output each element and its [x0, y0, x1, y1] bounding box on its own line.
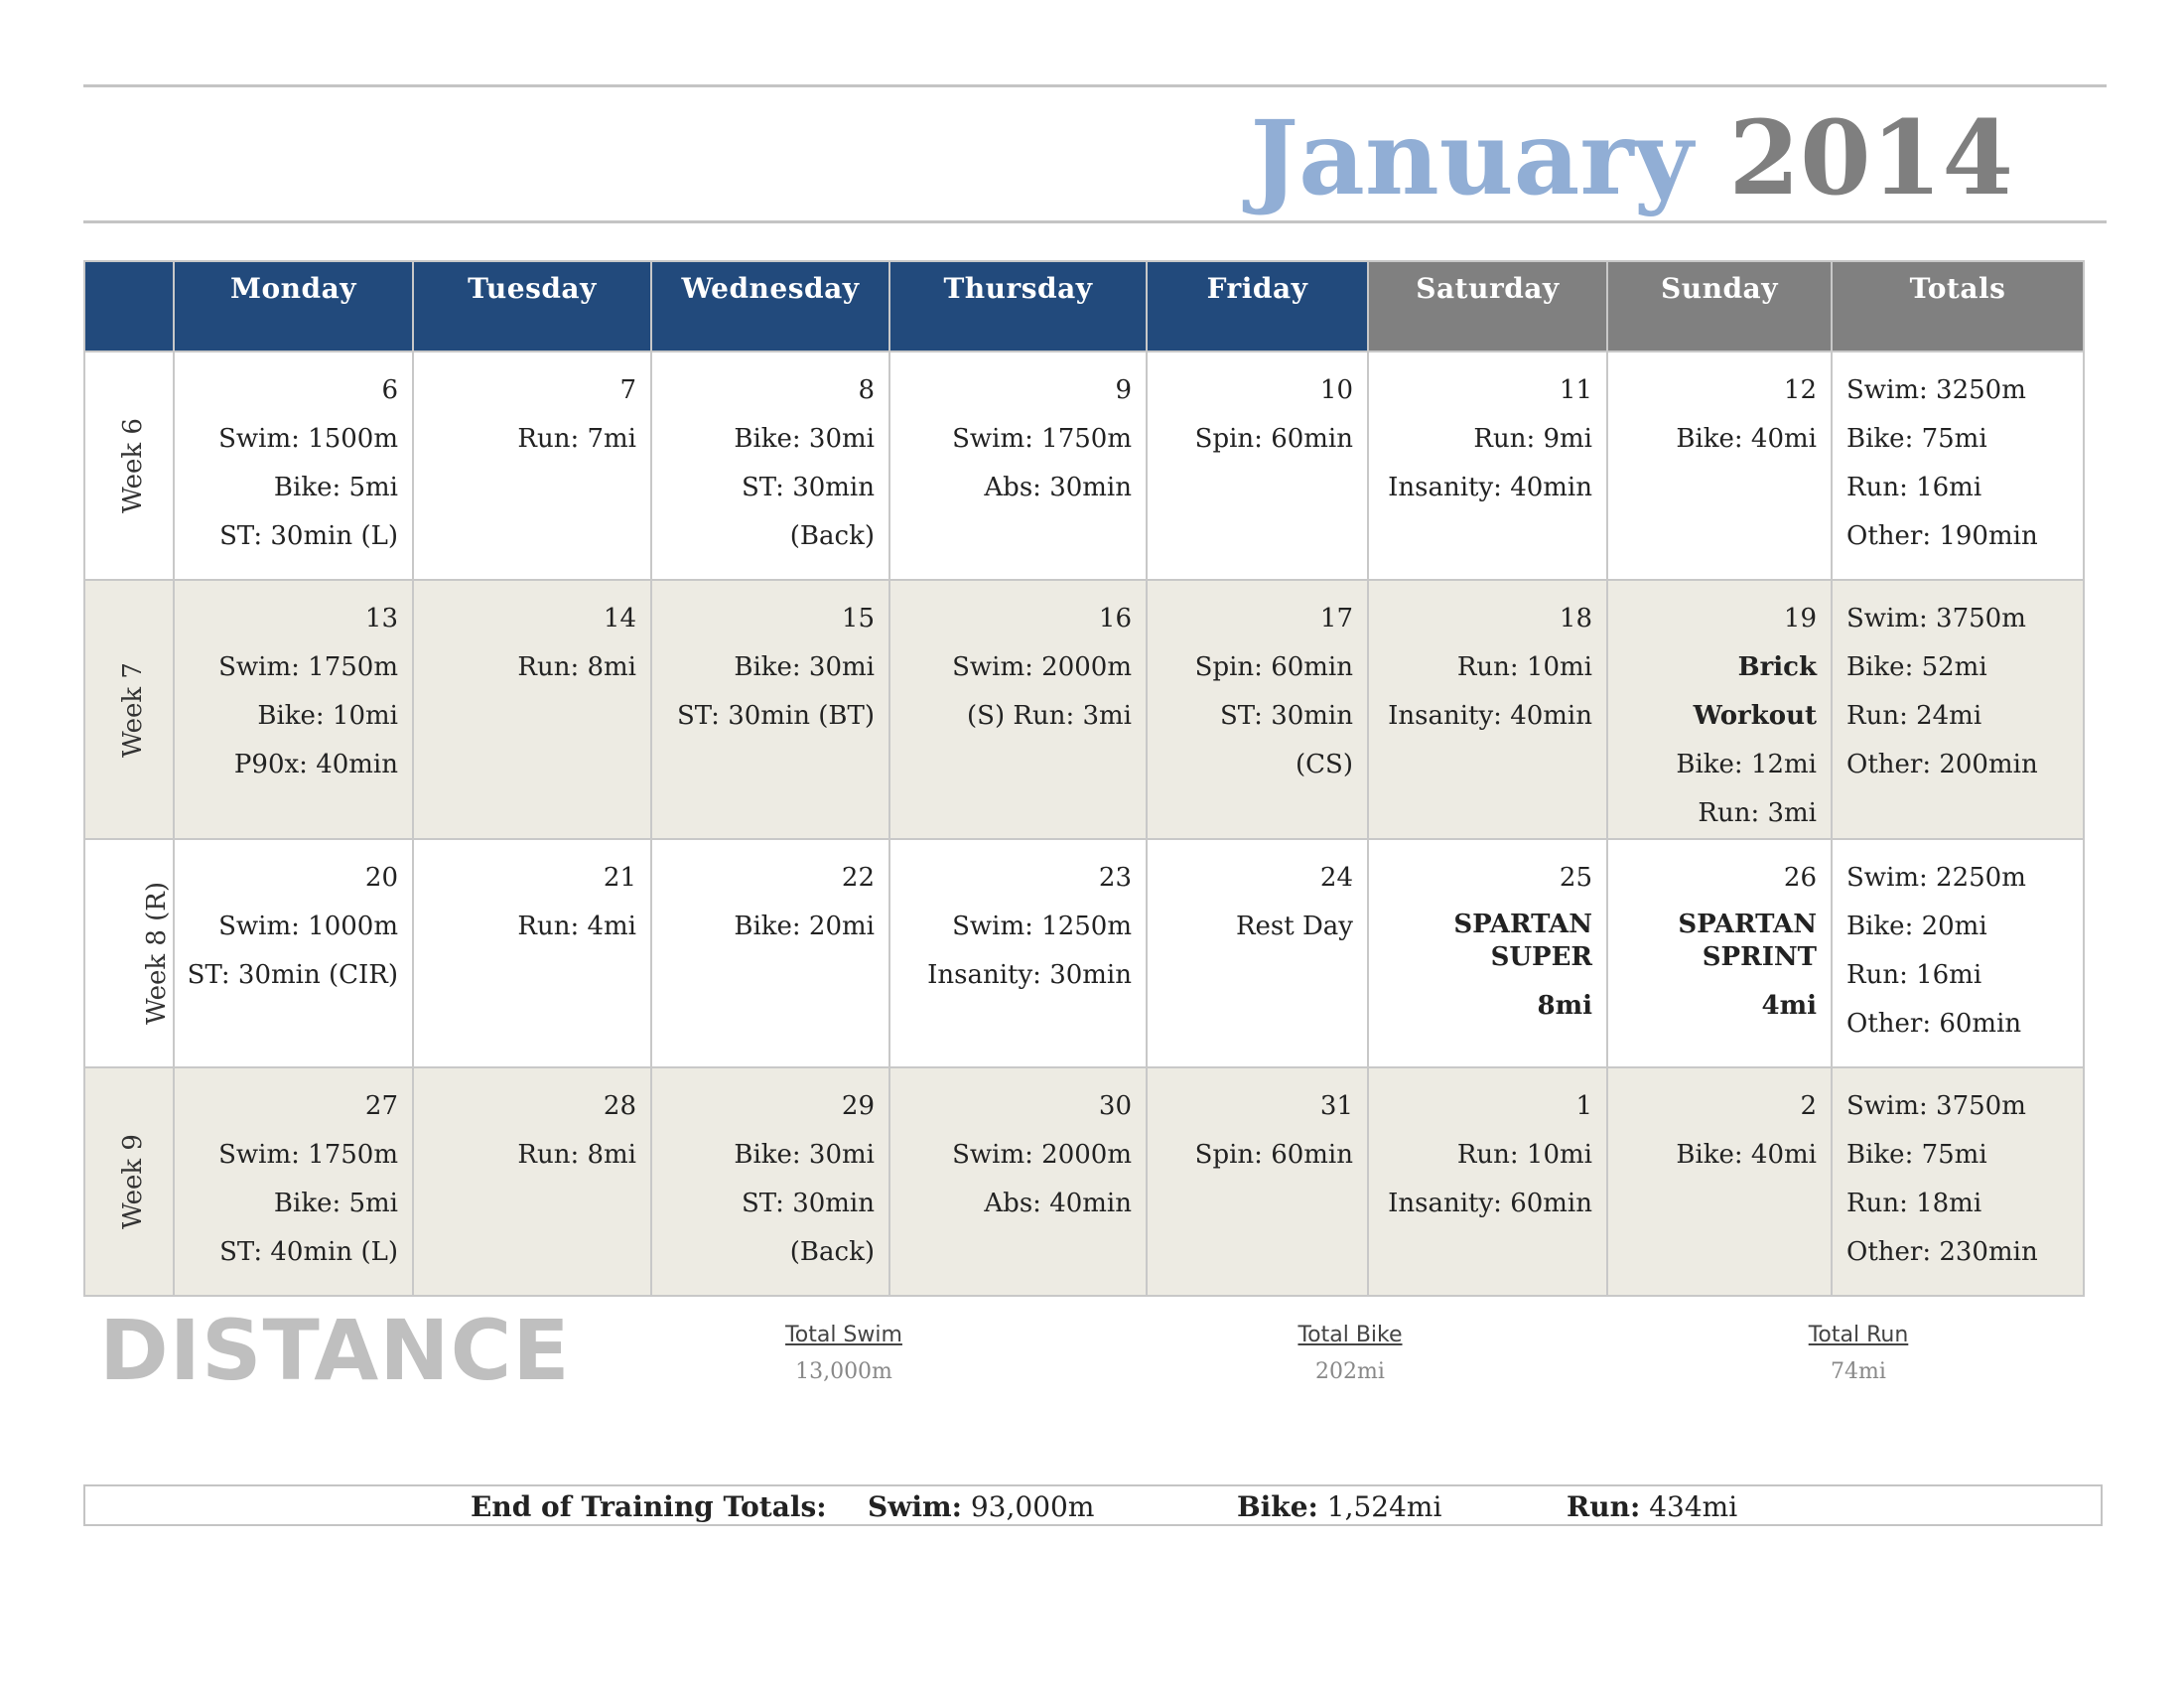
week-total-item: Bike: 75mi	[1846, 1140, 1987, 1170]
activity: Abs: 40min	[984, 1189, 1132, 1218]
day-number: 7	[619, 375, 636, 405]
activity: Swim: 2000m	[952, 1140, 1132, 1170]
activity: Swim: 1250m	[952, 912, 1132, 941]
day-number: 8	[858, 375, 875, 405]
week-total-item: Bike: 20mi	[1846, 912, 1987, 941]
week-row	[84, 580, 2084, 839]
week-total-item: Other: 230min	[1846, 1237, 2038, 1267]
week-row	[84, 839, 2084, 1067]
activity: Rest Day	[1235, 912, 1353, 941]
workout-heading: Brick Workout	[1693, 652, 1817, 731]
week-total-item: Swim: 3750m	[1846, 604, 2026, 633]
week-total-item: Other: 190min	[1846, 521, 2038, 551]
activity: Swim: 1750m	[218, 652, 398, 682]
day-number: 24	[1319, 863, 1353, 893]
day-cell-saturday	[1368, 580, 1607, 839]
race-event-name: SUPER	[1490, 942, 1592, 972]
end-swim-label: Swim:	[868, 1490, 962, 1523]
day-cell-wednesday	[651, 839, 889, 1067]
end-bike-total	[1237, 1490, 1441, 1523]
week-label-cell	[84, 352, 174, 580]
day-cell-sunday	[1607, 352, 1832, 580]
day-cell-tuesday	[413, 1067, 651, 1296]
day-cell-sunday	[1607, 839, 1832, 1067]
week-label: Week 9	[117, 1134, 148, 1229]
week-totals-cell	[1832, 1067, 2084, 1296]
week-totals-cell	[1832, 352, 2084, 580]
week-label-cell	[84, 580, 174, 839]
day-number: 30	[1098, 1091, 1132, 1121]
week-label: Week 8 (R)	[142, 881, 173, 1026]
day-number: 23	[1098, 863, 1132, 893]
total-run-label: Total Run	[1808, 1323, 1909, 1347]
week-total-item: Run: 24mi	[1846, 701, 1982, 731]
day-cell-saturday	[1368, 1067, 1607, 1296]
training-calendar	[83, 260, 2085, 1297]
end-swim-total	[868, 1490, 1094, 1523]
activity: Bike: 10mi	[257, 701, 398, 731]
total-run-value: 74mi	[1831, 1359, 1886, 1384]
header-row	[84, 261, 2084, 352]
race-event-distance: 4mi	[1761, 991, 1817, 1021]
day-cell-tuesday	[413, 352, 651, 580]
activity: Run: 4mi	[517, 912, 636, 941]
week-total-item: Run: 16mi	[1846, 473, 1982, 502]
race-event-name: SPARTAN	[1453, 910, 1592, 939]
week-total-item: Other: 60min	[1846, 1009, 2022, 1039]
day-cell-tuesday	[413, 839, 651, 1067]
title-rule	[83, 220, 2107, 223]
week-row	[84, 352, 2084, 580]
header-totals: Totals	[1832, 261, 2084, 352]
activity: Bike: 30mi	[734, 424, 875, 454]
week-label-cell	[84, 1067, 174, 1296]
activity: ST: 30min (L)	[219, 521, 398, 551]
day-cell-thursday	[889, 580, 1147, 839]
header-thursday: Thursday	[889, 261, 1147, 352]
header-wednesday: Wednesday	[651, 261, 889, 352]
day-number: 11	[1559, 375, 1592, 405]
day-cell-thursday	[889, 839, 1147, 1067]
total-bike-stat	[1241, 1323, 1459, 1384]
header-friday: Friday	[1147, 261, 1368, 352]
day-cell-friday	[1147, 1067, 1368, 1296]
day-number: 22	[841, 863, 875, 893]
day-cell-friday	[1147, 839, 1368, 1067]
end-totals-label: End of Training Totals:	[471, 1490, 827, 1523]
day-number: 27	[364, 1091, 398, 1121]
day-cell-saturday	[1368, 839, 1607, 1067]
end-swim-value: 93,000m	[970, 1490, 1095, 1523]
day-cell-saturday	[1368, 352, 1607, 580]
day-cell-sunday	[1607, 580, 1832, 839]
day-number: 2	[1800, 1091, 1817, 1121]
week-total-item: Swim: 3250m	[1846, 375, 2026, 405]
activity: Spin: 60min	[1194, 652, 1353, 682]
activity: P90x: 40min	[233, 750, 398, 779]
header-saturday: Saturday	[1368, 261, 1607, 352]
distance-heading: DISTANCE	[99, 1302, 571, 1399]
activity: Run: 10mi	[1456, 1140, 1592, 1170]
day-cell-wednesday	[651, 580, 889, 839]
week-total-item: Swim: 3750m	[1846, 1091, 2026, 1121]
day-cell-monday	[174, 839, 413, 1067]
race-event-distance: 8mi	[1537, 991, 1592, 1021]
week-total-item: Other: 200min	[1846, 750, 2038, 779]
day-number: 21	[603, 863, 636, 893]
day-number: 17	[1319, 604, 1353, 633]
total-run-stat	[1749, 1323, 1968, 1384]
day-number: 19	[1783, 604, 1817, 633]
total-bike-label: Total Bike	[1297, 1323, 1403, 1347]
activity: Bike: 12mi	[1676, 750, 1817, 779]
activity: Bike: 30mi	[734, 652, 875, 682]
day-number: 18	[1559, 604, 1592, 633]
activity: Bike: 20mi	[734, 912, 875, 941]
end-of-training-totals	[83, 1484, 2103, 1526]
day-cell-wednesday	[651, 1067, 889, 1296]
end-run-value: 434mi	[1649, 1490, 1738, 1523]
day-number: 6	[381, 375, 398, 405]
activity: ST: 30min (CS)	[1219, 701, 1353, 779]
day-number: 10	[1319, 375, 1353, 405]
total-swim-label: Total Swim	[785, 1323, 902, 1347]
day-number: 15	[841, 604, 875, 633]
week-total-item: Run: 16mi	[1846, 960, 1982, 990]
day-cell-monday	[174, 352, 413, 580]
activity: Bike: 5mi	[273, 473, 398, 502]
end-run-total	[1567, 1490, 1737, 1523]
week-label-cell	[84, 839, 174, 1067]
day-cell-thursday	[889, 352, 1147, 580]
total-swim-stat	[735, 1323, 953, 1384]
week-totals-cell	[1832, 580, 2084, 839]
title-month: January	[1250, 98, 1694, 218]
activity: Bike: 40mi	[1676, 1140, 1817, 1170]
week-total-item: Run: 18mi	[1846, 1189, 1982, 1218]
activity: Abs: 30min	[984, 473, 1132, 502]
week-totals-cell	[1832, 839, 2084, 1067]
activity: Run: 8mi	[517, 652, 636, 682]
activity: ST: 30min (CIR)	[187, 960, 398, 990]
activity: Bike: 40mi	[1676, 424, 1817, 454]
day-number: 13	[364, 604, 398, 633]
day-cell-tuesday	[413, 580, 651, 839]
activity: Swim: 1750m	[218, 1140, 398, 1170]
activity: Spin: 60min	[1194, 1140, 1353, 1170]
activity: Swim: 1750m	[952, 424, 1132, 454]
day-number: 29	[841, 1091, 875, 1121]
activity: Swim: 2000m	[952, 652, 1132, 682]
day-number: 9	[1115, 375, 1132, 405]
header-corner	[84, 261, 174, 352]
activity: Bike: 30mi	[734, 1140, 875, 1170]
header-sunday: Sunday	[1607, 261, 1832, 352]
title-year: 2014	[1728, 98, 2013, 218]
day-cell-monday	[174, 1067, 413, 1296]
day-number: 28	[603, 1091, 636, 1121]
week-row	[84, 1067, 2084, 1296]
day-number: 25	[1559, 863, 1592, 893]
activity: Insanity: 40min	[1388, 473, 1592, 502]
activity: ST: 30min (Back)	[741, 473, 875, 551]
day-cell-friday	[1147, 352, 1368, 580]
race-event-name: SPRINT	[1702, 942, 1817, 972]
day-cell-friday	[1147, 580, 1368, 839]
total-swim-value: 13,000m	[795, 1359, 892, 1384]
race-event-name: SPARTAN	[1678, 910, 1817, 939]
activity: Insanity: 60min	[1388, 1189, 1592, 1218]
day-cell-wednesday	[651, 352, 889, 580]
activity: Run: 7mi	[517, 424, 636, 454]
activity: Swim: 1000m	[218, 912, 398, 941]
activity: Run: 10mi	[1456, 652, 1592, 682]
top-rule	[83, 84, 2107, 87]
total-bike-value: 202mi	[1315, 1359, 1385, 1384]
end-bike-value: 1,524mi	[1326, 1490, 1442, 1523]
activity: (S) Run: 3mi	[967, 701, 1132, 731]
activity: Spin: 60min	[1194, 424, 1353, 454]
day-number: 12	[1783, 375, 1817, 405]
activity: ST: 40min (L)	[219, 1237, 398, 1267]
activity: Insanity: 40min	[1388, 701, 1592, 731]
end-bike-label: Bike:	[1237, 1490, 1318, 1523]
activity: Swim: 1500m	[218, 424, 398, 454]
week-total-item: Bike: 75mi	[1846, 424, 1987, 454]
day-cell-monday	[174, 580, 413, 839]
end-run-label: Run:	[1567, 1490, 1641, 1523]
day-number: 1	[1575, 1091, 1592, 1121]
activity: Bike: 5mi	[273, 1189, 398, 1218]
activity: Run: 8mi	[517, 1140, 636, 1170]
day-number: 31	[1319, 1091, 1353, 1121]
activity: Run: 3mi	[1698, 798, 1817, 828]
header-tuesday: Tuesday	[413, 261, 651, 352]
header-monday: Monday	[174, 261, 413, 352]
activity: Run: 9mi	[1473, 424, 1592, 454]
activity: ST: 30min (BT)	[676, 701, 875, 731]
week-label: Week 7	[117, 661, 148, 758]
day-cell-sunday	[1607, 1067, 1832, 1296]
activity: Insanity: 30min	[927, 960, 1132, 990]
week-label: Week 6	[117, 418, 148, 513]
day-number: 16	[1098, 604, 1132, 633]
day-number: 20	[364, 863, 398, 893]
day-number: 26	[1783, 863, 1817, 893]
week-total-item: Bike: 52mi	[1846, 652, 1987, 682]
activity: ST: 30min (Back)	[741, 1189, 875, 1267]
page-title	[1250, 98, 2013, 218]
day-cell-thursday	[889, 1067, 1147, 1296]
week-total-item: Swim: 2250m	[1846, 863, 2026, 893]
day-number: 14	[603, 604, 636, 633]
